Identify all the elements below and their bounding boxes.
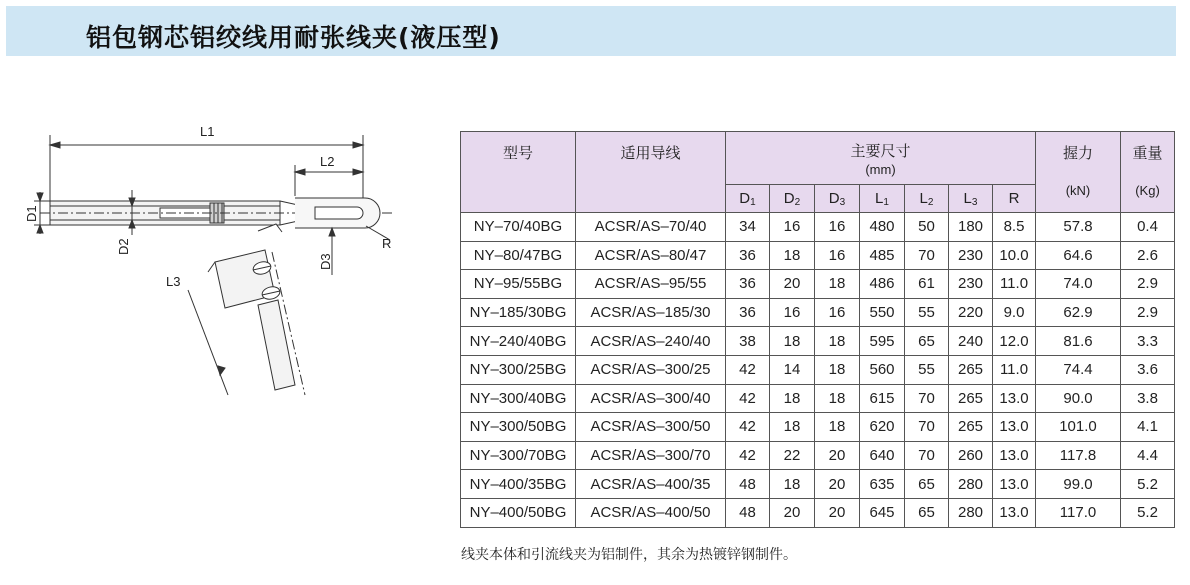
table-cell: 70	[905, 384, 949, 413]
table-cell: 74.0	[1036, 270, 1121, 299]
table-cell: NY–300/25BG	[461, 355, 576, 384]
table-cell: 18	[770, 413, 815, 442]
table-cell: 101.0	[1036, 413, 1121, 442]
table-cell: 2.9	[1121, 298, 1175, 327]
table-cell: NY–240/40BG	[461, 327, 576, 356]
table-cell: 486	[860, 270, 905, 299]
table-cell: 20	[815, 441, 860, 470]
table-cell: 16	[815, 298, 860, 327]
table-cell: 62.9	[1036, 298, 1121, 327]
table-cell: 42	[726, 355, 770, 384]
table-cell: 230	[949, 270, 993, 299]
header-dim-base: D	[828, 189, 840, 207]
table-cell: 18	[815, 327, 860, 356]
table-cell: 18	[770, 384, 815, 413]
table-cell: 42	[726, 384, 770, 413]
table-cell: 5.2	[1121, 470, 1175, 499]
table-cell: 595	[860, 327, 905, 356]
table-cell: ACSR/AS–185/30	[576, 298, 726, 327]
table-cell: 70	[905, 241, 949, 270]
table-cell: 9.0	[993, 298, 1036, 327]
table-row	[461, 498, 1175, 527]
table-cell: 13.0	[993, 470, 1036, 499]
table-cell: 18	[815, 384, 860, 413]
table-row	[461, 241, 1175, 270]
table-cell: 485	[860, 241, 905, 270]
table-cell: 3.8	[1121, 384, 1175, 413]
header-force	[1036, 132, 1121, 213]
header-dim-d2	[770, 185, 815, 213]
header-dim-d1	[726, 185, 770, 213]
table-cell: 48	[726, 470, 770, 499]
table-cell: 13.0	[993, 441, 1036, 470]
header-dimensions	[726, 132, 1036, 185]
header-dim-base: L	[963, 189, 972, 207]
table-cell: 480	[860, 213, 905, 242]
table-cell: 640	[860, 441, 905, 470]
table-cell: NY–95/55BG	[461, 270, 576, 299]
table-cell: 42	[726, 413, 770, 442]
spec-table	[460, 131, 1175, 528]
table-cell: 180	[949, 213, 993, 242]
table-cell: 265	[949, 413, 993, 442]
table-cell: 42	[726, 441, 770, 470]
table-cell: ACSR/AS–400/35	[576, 470, 726, 499]
table-cell: 55	[905, 355, 949, 384]
header-weight-unit: (Kg)	[1135, 183, 1160, 198]
table-row	[461, 413, 1175, 442]
table-cell: 8.5	[993, 213, 1036, 242]
table-cell: ACSR/AS–400/50	[576, 498, 726, 527]
header-conductor: 适用导线	[576, 132, 726, 213]
table-row	[461, 327, 1175, 356]
table-cell: 11.0	[993, 355, 1036, 384]
header-weight	[1121, 132, 1175, 213]
table-cell: ACSR/AS–300/70	[576, 441, 726, 470]
table-cell: 265	[949, 384, 993, 413]
table-row	[461, 384, 1175, 413]
table-cell: 55	[905, 298, 949, 327]
table-cell: 18	[815, 413, 860, 442]
table-cell: 3.6	[1121, 355, 1175, 384]
table-cell: NY–70/40BG	[461, 213, 576, 242]
table-cell: ACSR/AS–300/25	[576, 355, 726, 384]
header-dimensions-label: 主要尺寸	[850, 142, 911, 160]
table-cell: 265	[949, 355, 993, 384]
table-cell: 12.0	[993, 327, 1036, 356]
table-cell: 90.0	[1036, 384, 1121, 413]
table-cell: 645	[860, 498, 905, 527]
table-cell: ACSR/AS–80/47	[576, 241, 726, 270]
table-cell: 20	[770, 498, 815, 527]
table-cell: 18	[815, 270, 860, 299]
table-cell: 11.0	[993, 270, 1036, 299]
table-cell: 70	[905, 413, 949, 442]
table-cell: 620	[860, 413, 905, 442]
table-cell: 65	[905, 327, 949, 356]
header-dim-subscript: 1	[883, 196, 889, 208]
table-cell: NY–80/47BG	[461, 241, 576, 270]
table-cell: 13.0	[993, 413, 1036, 442]
table-cell: 117.8	[1036, 441, 1121, 470]
header-dim-base: D	[783, 189, 795, 207]
table-cell: 2.9	[1121, 270, 1175, 299]
table-cell: ACSR/AS–300/40	[576, 384, 726, 413]
table-cell: 22	[770, 441, 815, 470]
header-force-label: 握力	[1062, 145, 1093, 162]
table-cell: 16	[815, 241, 860, 270]
table-cell: 16	[815, 213, 860, 242]
header-model: 型号	[461, 132, 576, 213]
header-dim-base: L	[919, 189, 928, 207]
table-cell: 230	[949, 241, 993, 270]
table-cell: 18	[815, 355, 860, 384]
table-cell: 13.0	[993, 384, 1036, 413]
table-cell: 4.4	[1121, 441, 1175, 470]
table-cell: 20	[815, 470, 860, 499]
label-r: R	[382, 236, 392, 251]
table-cell: ACSR/AS–300/50	[576, 413, 726, 442]
table-cell: 635	[860, 470, 905, 499]
footnote: 线夹本体和引流线夹为铝制件，其余为热镀锌钢制件。	[461, 547, 797, 563]
table-cell: 65	[905, 470, 949, 499]
table-cell: 16	[770, 298, 815, 327]
header-force-unit: (kN)	[1065, 183, 1091, 198]
table-cell: 220	[949, 298, 993, 327]
table-cell: ACSR/AS–95/55	[576, 270, 726, 299]
table-cell: 20	[815, 498, 860, 527]
table-cell: NY–400/50BG	[461, 498, 576, 527]
table-row	[461, 298, 1175, 327]
table-cell: 0.4	[1121, 213, 1175, 242]
table-cell: 50	[905, 213, 949, 242]
table-cell: 99.0	[1036, 470, 1121, 499]
table-cell: 3.3	[1121, 327, 1175, 356]
table-cell: ACSR/AS–240/40	[576, 327, 726, 356]
table-row	[461, 441, 1175, 470]
table-row	[461, 355, 1175, 384]
table-cell: 18	[770, 241, 815, 270]
table-cell: 61	[905, 270, 949, 299]
label-d1: D1	[24, 205, 39, 222]
table-cell: 5.2	[1121, 498, 1175, 527]
table-cell: NY–300/70BG	[461, 441, 576, 470]
table-cell: 13.0	[993, 498, 1036, 527]
table-cell: 18	[770, 470, 815, 499]
table-cell: 280	[949, 498, 993, 527]
header-dim-d3	[815, 185, 860, 213]
table-cell: 18	[770, 327, 815, 356]
table-cell: 615	[860, 384, 905, 413]
header-dim-subscript: 2	[927, 196, 934, 208]
table-cell: 74.4	[1036, 355, 1121, 384]
header-dim-subscript: 3	[839, 196, 846, 208]
table-cell: 16	[770, 213, 815, 242]
table-cell: 10.0	[993, 241, 1036, 270]
table-cell: 36	[726, 270, 770, 299]
table-body	[461, 213, 1175, 528]
table-row	[461, 213, 1175, 242]
header-dim-l2	[905, 185, 949, 213]
page-title: 铝包钢芯铝绞线用耐张线夹(液压型)	[86, 23, 501, 52]
title-bar	[6, 6, 1176, 56]
header-dim-l1	[860, 185, 905, 213]
table-cell: 64.6	[1036, 241, 1121, 270]
table-cell: 65	[905, 498, 949, 527]
table-cell: NY–185/30BG	[461, 298, 576, 327]
table-cell: NY–400/35BG	[461, 470, 576, 499]
label-d2: D2	[116, 238, 131, 255]
header-dim-subscript: 3	[971, 196, 978, 208]
table-cell: 260	[949, 441, 993, 470]
header-dim-l3	[949, 185, 993, 213]
table-cell: 14	[770, 355, 815, 384]
table-row	[461, 470, 1175, 499]
table-cell: 240	[949, 327, 993, 356]
table-cell: 70	[905, 441, 949, 470]
label-l3: L3	[166, 274, 181, 289]
header-dim-base: D	[739, 189, 751, 207]
table-cell: NY–300/40BG	[461, 384, 576, 413]
label-l1: L1	[200, 124, 215, 139]
table-cell: 36	[726, 241, 770, 270]
table-cell: NY–300/50BG	[461, 413, 576, 442]
header-dimensions-unit: (mm)	[865, 161, 896, 177]
table-cell: 48	[726, 498, 770, 527]
header-dim-base: R	[1008, 190, 1020, 207]
table-cell: ACSR/AS–70/40	[576, 213, 726, 242]
table-row	[461, 270, 1175, 299]
table-cell: 34	[726, 213, 770, 242]
header-dim-subscript: 2	[794, 196, 801, 208]
label-d3: D3	[318, 253, 333, 270]
header-weight-label: 重量	[1132, 145, 1163, 162]
label-l2: L2	[320, 154, 335, 169]
header-dim-r	[993, 185, 1036, 213]
table-cell: 4.1	[1121, 413, 1175, 442]
table-cell: 57.8	[1036, 213, 1121, 242]
table-cell: 560	[860, 355, 905, 384]
table-cell: 117.0	[1036, 498, 1121, 527]
table-cell: 81.6	[1036, 327, 1121, 356]
clamp-diagram	[20, 110, 440, 410]
table-cell: 2.6	[1121, 241, 1175, 270]
table-cell: 280	[949, 470, 993, 499]
table-cell: 38	[726, 327, 770, 356]
header-dim-subscript: 1	[750, 196, 756, 208]
table-cell: 36	[726, 298, 770, 327]
table-cell: 20	[770, 270, 815, 299]
header-dim-base: L	[875, 189, 884, 207]
table-cell: 550	[860, 298, 905, 327]
